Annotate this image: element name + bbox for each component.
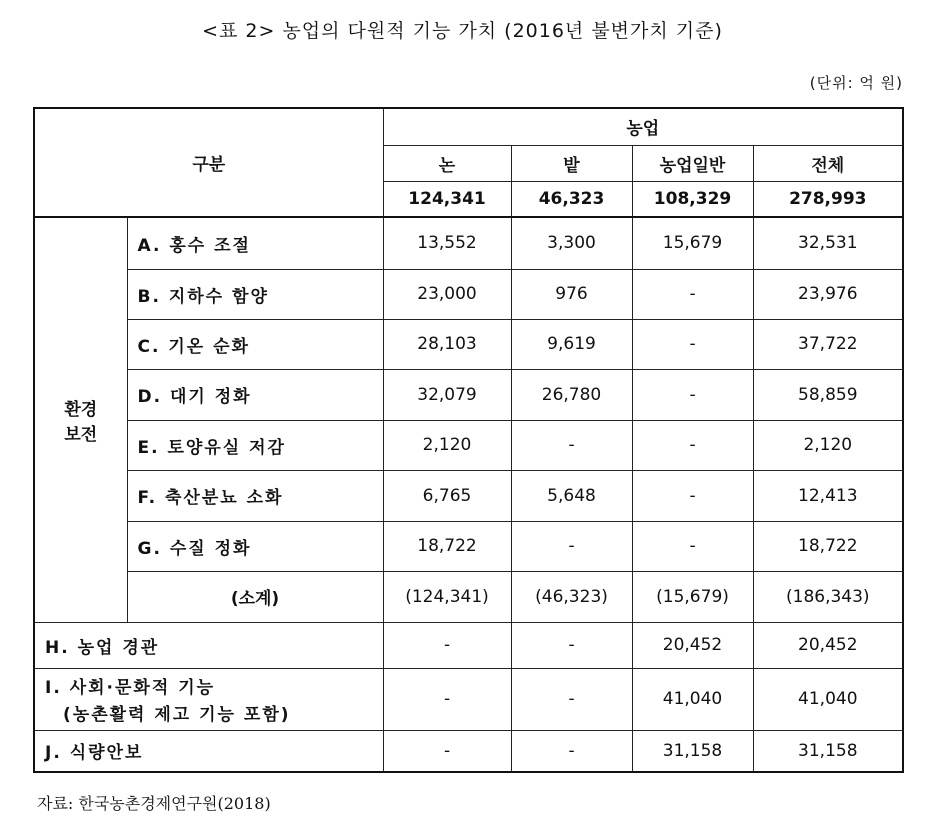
cell-value: -: [511, 521, 632, 571]
header-category: 구분: [34, 108, 383, 217]
env-group-label-line1: 환경: [64, 399, 98, 420]
cell-value: 41,040: [632, 668, 753, 730]
value-table: [33, 107, 904, 773]
cell-value: 23,000: [383, 269, 511, 319]
cell-value: -: [511, 730, 632, 772]
row-label-line1: I. 사회·문화적 기능: [45, 678, 216, 698]
unit-note: (단위: 억 원): [809, 74, 903, 92]
row-label-line2: (농촌활력 제고 기능 포함): [63, 705, 291, 725]
source-note: 자료: 한국농촌경제연구원(2018): [37, 794, 271, 813]
table-title: <표 2> 농업의 다원적 기능 가치 (2016년 불변가치 기준): [202, 20, 723, 42]
subtotal-value: (46,323): [511, 571, 632, 622]
row-label: D. 대기 정화: [127, 369, 383, 420]
row-label: C. 기온 순화: [127, 319, 383, 369]
cell-value: -: [632, 470, 753, 521]
cell-value: 58,859: [753, 369, 903, 420]
cell-value: -: [511, 622, 632, 668]
cell-value: 2,120: [753, 420, 903, 470]
env-group-label-line2: 보전: [64, 424, 98, 445]
cell-value: 15,679: [632, 217, 753, 269]
cell-value: 3,300: [511, 217, 632, 269]
total-value: 46,323: [511, 181, 632, 217]
total-value: 124,341: [383, 181, 511, 217]
total-value: 278,993: [753, 181, 903, 217]
env-group-label: [34, 217, 127, 622]
cell-value: 13,552: [383, 217, 511, 269]
cell-value: 5,648: [511, 470, 632, 521]
cell-value: -: [383, 668, 511, 730]
cell-value: -: [383, 622, 511, 668]
row-label: J. 식량안보: [34, 730, 383, 772]
column-header: 전체: [753, 145, 903, 181]
cell-value: 20,452: [632, 622, 753, 668]
cell-value: 28,103: [383, 319, 511, 369]
row-label: F. 축산분뇨 소화: [127, 470, 383, 521]
cell-value: 12,413: [753, 470, 903, 521]
cell-value: 976: [511, 269, 632, 319]
row-label: E. 토양유실 저감: [127, 420, 383, 470]
cell-value: 37,722: [753, 319, 903, 369]
row-label: [34, 668, 383, 730]
cell-value: -: [511, 668, 632, 730]
column-header: 논: [383, 145, 511, 181]
cell-value: 26,780: [511, 369, 632, 420]
cell-value: 6,765: [383, 470, 511, 521]
cell-value: 23,976: [753, 269, 903, 319]
row-label: B. 지하수 함양: [127, 269, 383, 319]
cell-value: 9,619: [511, 319, 632, 369]
cell-value: 41,040: [753, 668, 903, 730]
cell-value: 18,722: [753, 521, 903, 571]
row-label: A. 홍수 조절: [127, 217, 383, 269]
cell-value: 31,158: [632, 730, 753, 772]
subtotal-value: (15,679): [632, 571, 753, 622]
cell-value: 18,722: [383, 521, 511, 571]
cell-value: -: [511, 420, 632, 470]
cell-value: -: [632, 269, 753, 319]
cell-value: 32,531: [753, 217, 903, 269]
cell-value: -: [632, 369, 753, 420]
subtotal-label: (소계): [127, 571, 383, 622]
cell-value: 31,158: [753, 730, 903, 772]
column-header: 밭: [511, 145, 632, 181]
subtotal-value: (186,343): [753, 571, 903, 622]
header-group: 농업: [383, 108, 903, 145]
cell-value: -: [632, 521, 753, 571]
column-header: 농업일반: [632, 145, 753, 181]
cell-value: -: [632, 319, 753, 369]
subtotal-value: (124,341): [383, 571, 511, 622]
total-value: 108,329: [632, 181, 753, 217]
row-label: G. 수질 정화: [127, 521, 383, 571]
row-label: H. 농업 경관: [34, 622, 383, 668]
cell-value: -: [383, 730, 511, 772]
cell-value: -: [632, 420, 753, 470]
cell-value: 2,120: [383, 420, 511, 470]
cell-value: 20,452: [753, 622, 903, 668]
cell-value: 32,079: [383, 369, 511, 420]
